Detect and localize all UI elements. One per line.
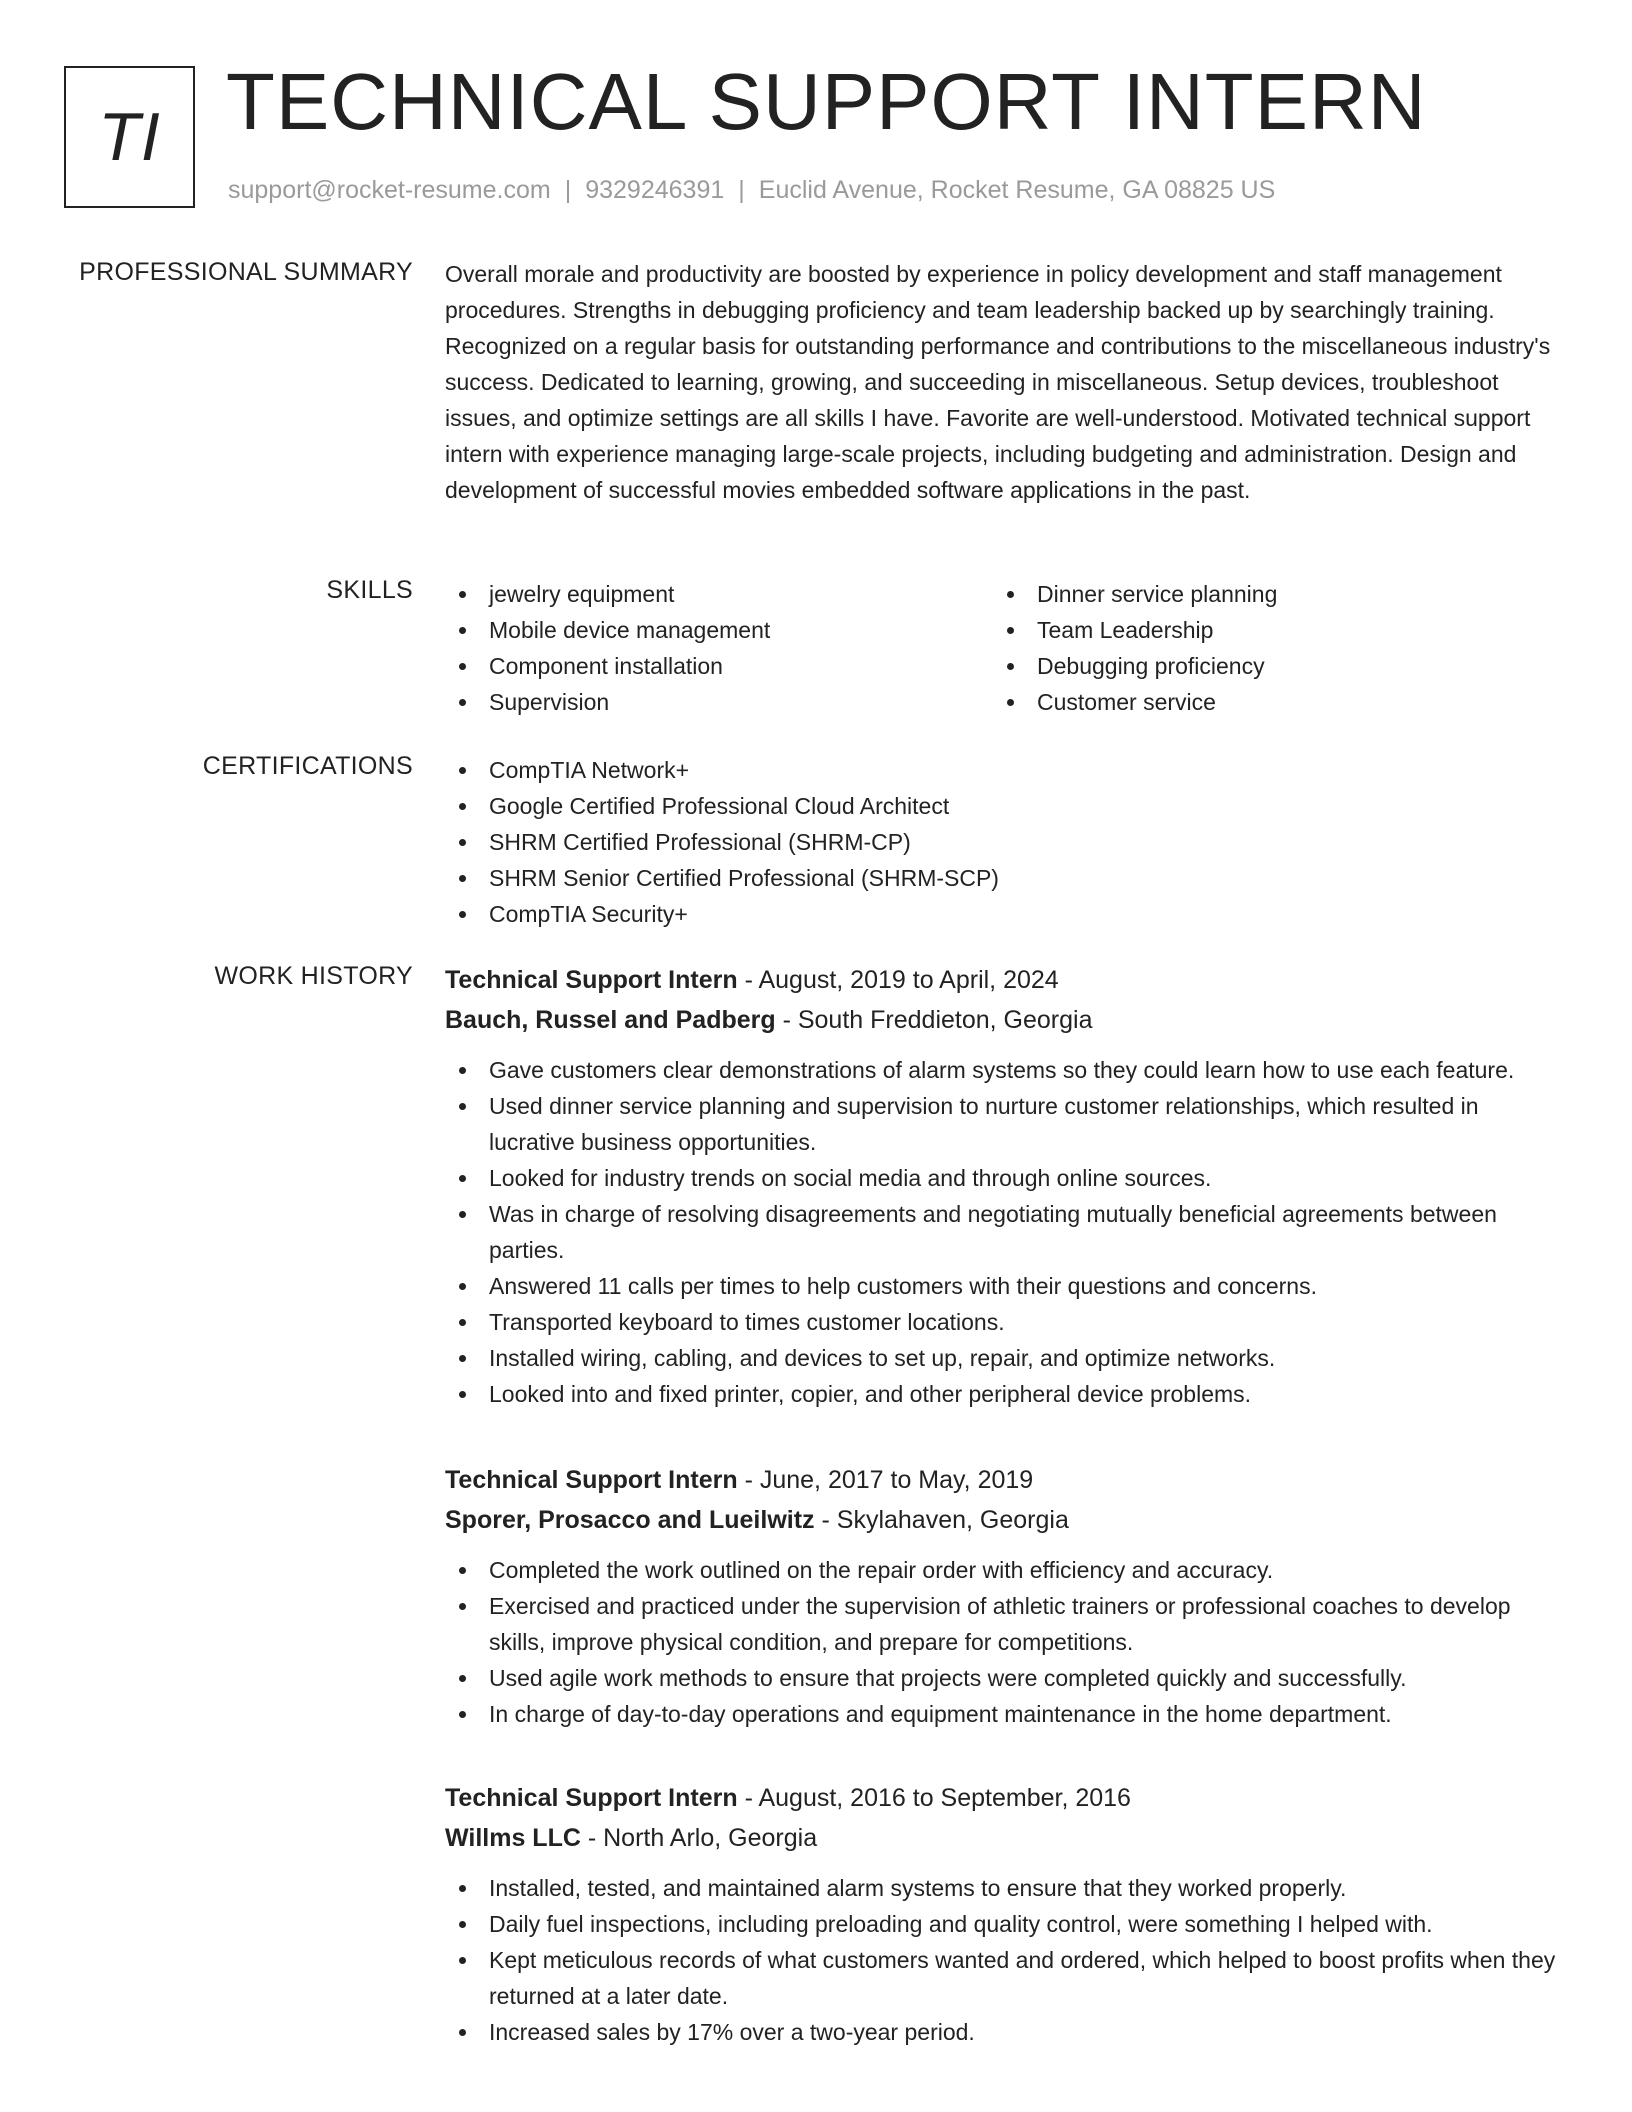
contact-email: support@rocket-resume.com — [228, 176, 551, 204]
skills-grid — [445, 576, 1563, 720]
resume-title: TECHNICAL SUPPORT INTERN — [226, 57, 1427, 146]
job-entry — [445, 1460, 1563, 1732]
job-entry — [445, 1778, 1563, 2050]
skill-item: Customer service — [993, 684, 1541, 720]
job-location: - Skylahaven, Georgia — [814, 1506, 1069, 1534]
job-company: Willms LLC — [445, 1824, 581, 1852]
job-bullet: Kept meticulous records of what customers wanted and ordered, which helped to boost profits when they returned at a later date. — [445, 1942, 1563, 2014]
job-title-line — [445, 1778, 1563, 1818]
contact-phone: 9329246391 — [585, 176, 725, 204]
job-bullet: Installed, tested, and maintained alarm systems to ensure that they worked properly. — [445, 1870, 1563, 1906]
summary-heading: PROFESSIONAL SUMMARY — [79, 258, 413, 286]
job-bullet-list — [445, 1870, 1563, 2050]
certifications-list — [445, 752, 1563, 932]
job-title-line — [445, 960, 1563, 1000]
job-location: - South Freddieton, Georgia — [775, 1006, 1093, 1034]
skill-item: Debugging proficiency — [993, 648, 1541, 684]
job-dates: - August, 2016 to September, 2016 — [737, 1784, 1131, 1812]
certification-item: CompTIA Network+ — [445, 752, 1563, 788]
certification-item: SHRM Certified Professional (SHRM-CP) — [445, 824, 1563, 860]
contact-line — [228, 176, 1275, 205]
job-location: - North Arlo, Georgia — [580, 1824, 818, 1852]
monogram-box — [64, 66, 195, 208]
job-bullet: Installed wiring, cabling, and devices to set up, repair, and optimize networks. — [445, 1340, 1563, 1376]
work-history-body — [445, 960, 1563, 2050]
monogram-initials: TI — [98, 99, 161, 175]
summary-text: Overall morale and productivity are boosted by experience in policy development and staff management procedures. Strengths in debugging proficiency and team leadership backed up by searchingly training. Recognized on a regular basis for outstanding performance and contributions to the miscellaneous industry's success. Dedicated to learning, growing, and succeeding in miscellaneous. Setup devices, troubleshoot issues, and optimize settings are all skills I have. Favorite are well-understood. Motivated technical support intern with experience managing large-scale projects, including budgeting and administration. Design and development of successful movies embedded software applications in the past. — [445, 261, 1551, 503]
job-title: Technical Support Intern — [445, 1466, 738, 1494]
contact-separator: | — [564, 176, 572, 204]
job-bullet: Looked into and fixed printer, copier, and other peripheral device problems. — [445, 1376, 1563, 1412]
skill-item: Dinner service planning — [993, 576, 1541, 612]
job-title: Technical Support Intern — [445, 1784, 738, 1812]
job-company-line — [445, 1000, 1563, 1040]
certification-item: CompTIA Security+ — [445, 896, 1563, 932]
job-bullet: Increased sales by 17% over a two-year period. — [445, 2014, 1563, 2050]
job-company-line — [445, 1500, 1563, 1540]
job-title: Technical Support Intern — [445, 966, 738, 994]
job-company-line — [445, 1818, 1563, 1858]
job-bullet: Answered 11 calls per times to help customers with their questions and concerns. — [445, 1268, 1563, 1304]
skill-item: Supervision — [445, 684, 993, 720]
job-bullet: Used dinner service planning and supervision to nurture customer relationships, which resulted in lucrative business opportunities. — [445, 1088, 1563, 1160]
job-bullet: Transported keyboard to times customer locations. — [445, 1304, 1563, 1340]
job-bullet: Looked for industry trends on social media and through online sources. — [445, 1160, 1563, 1196]
job-bullet: In charge of day-to-day operations and equipment maintenance in the home department. — [445, 1696, 1563, 1732]
skills-heading: SKILLS — [326, 576, 413, 604]
job-bullet: Exercised and practiced under the supervision of athletic trainers or professional coaches to develop skills, improve physical condition, and prepare for competitions. — [445, 1588, 1563, 1660]
job-company: Bauch, Russel and Padberg — [445, 1006, 776, 1034]
skill-item: jewelry equipment — [445, 576, 993, 612]
job-bullet: Daily fuel inspections, including preloading and quality control, were something I helped with. — [445, 1906, 1563, 1942]
skill-item: Team Leadership — [993, 612, 1541, 648]
job-entry — [445, 960, 1563, 1412]
contact-separator: | — [738, 176, 745, 204]
job-dates: - August, 2019 to April, 2024 — [737, 966, 1059, 994]
job-bullet-list — [445, 1052, 1563, 1412]
certification-item: SHRM Senior Certified Professional (SHRM-SCP) — [445, 860, 1563, 896]
work-history-heading: WORK HISTORY — [214, 962, 413, 990]
job-bullet: Completed the work outlined on the repair order with efficiency and accuracy. — [445, 1552, 1563, 1588]
skill-item: Mobile device management — [445, 612, 993, 648]
job-bullet: Used agile work methods to ensure that projects were completed quickly and successfully. — [445, 1660, 1563, 1696]
skills-column-2 — [993, 576, 1541, 720]
job-title-line — [445, 1460, 1563, 1500]
certification-item: Google Certified Professional Cloud Architect — [445, 788, 1563, 824]
job-bullet: Was in charge of resolving disagreements and negotiating mutually beneficial agreements between parties. — [445, 1196, 1563, 1268]
certifications-heading: CERTIFICATIONS — [202, 752, 413, 780]
job-bullet-list — [445, 1552, 1563, 1732]
skills-column-1 — [445, 576, 993, 720]
job-company: Sporer, Prosacco and Lueilwitz — [445, 1506, 815, 1534]
certifications-body — [445, 752, 1563, 932]
contact-address: Euclid Avenue, Rocket Resume, GA 08825 US — [758, 176, 1276, 204]
job-dates: - June, 2017 to May, 2019 — [737, 1466, 1034, 1494]
skill-item: Component installation — [445, 648, 993, 684]
job-bullet: Gave customers clear demonstrations of alarm systems so they could learn how to use each feature. — [445, 1052, 1563, 1088]
